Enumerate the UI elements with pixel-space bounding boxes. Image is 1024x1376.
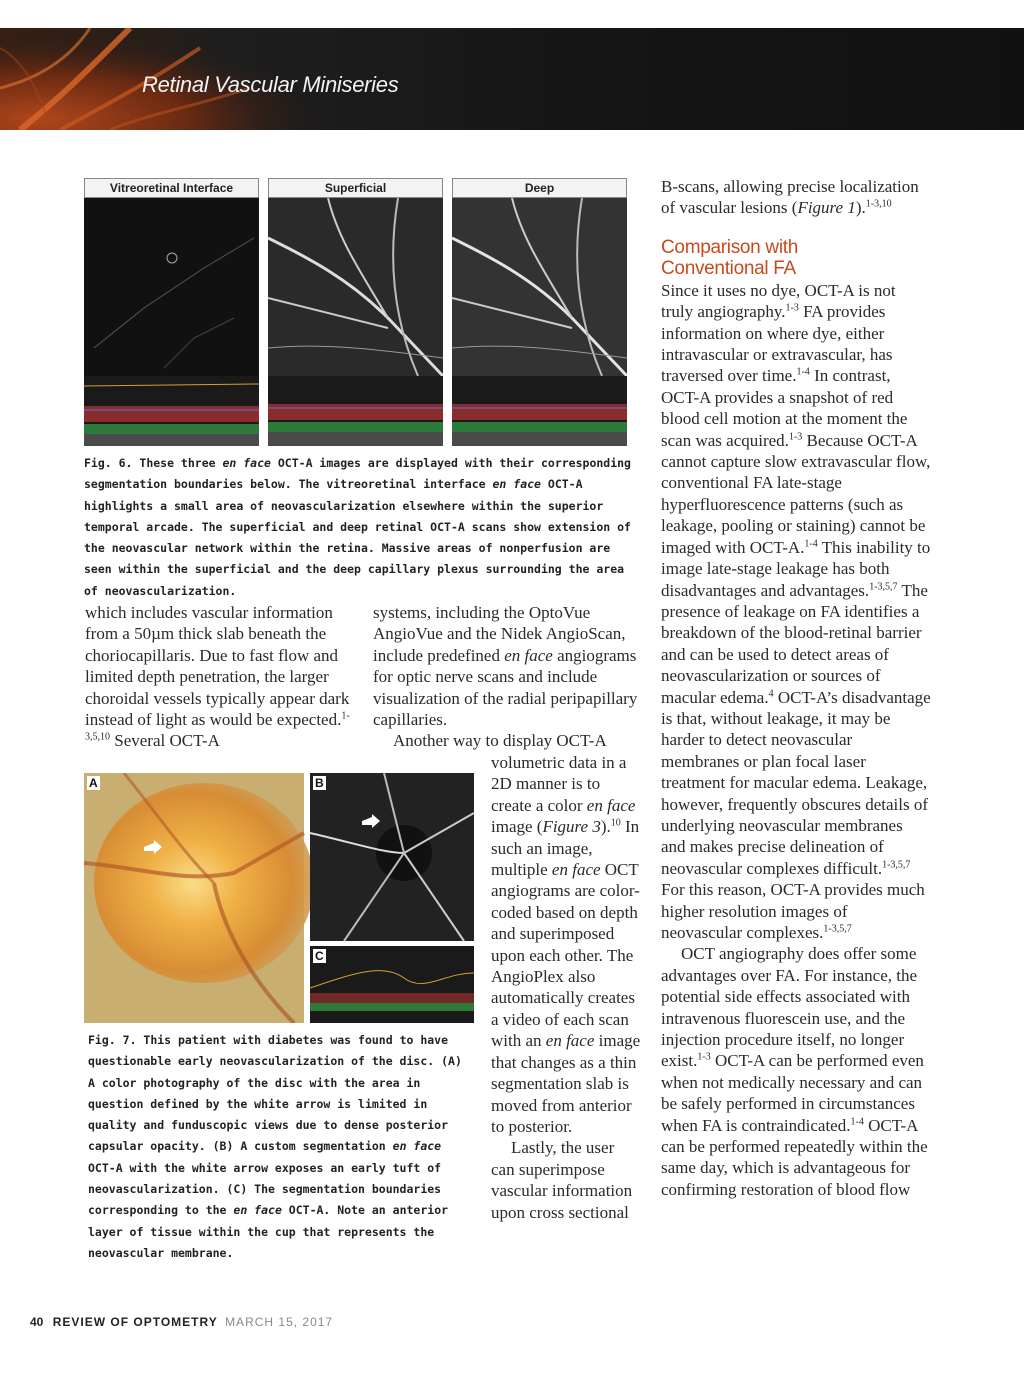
body-column-3 (661, 176, 931, 1200)
page-number: 40 (30, 1315, 44, 1329)
caption-label: Fig. 7. (88, 1033, 137, 1047)
body-column-2-narrow (491, 752, 641, 1223)
caption-label: Fig. 6. (84, 456, 133, 470)
paragraph-lead: Another way to display OCT-A (393, 731, 607, 751)
section-heading: Comparison with Conventional FA (661, 236, 798, 279)
text-run: For this reason, OCT-A provides much higher resolution images of neovascular complexes. (661, 880, 925, 942)
figure-6 (84, 178, 644, 446)
figure-6-caption: Fig. 6. These three en face OCT-A images are displayed with their corresponding segmentation boundaries below. The vitreoretinal interface en face OCT-A highlights a small area of neovascularization elsewhere within the superior temporal arcade. The superficial and deep retinal OCT-A scans show extension of the neovascular network within the retina. Massive areas of nonperfusion are seen within the superficial and the deep capillary plexus surrounding the area of neovascularization. (84, 456, 631, 598)
paragraph (661, 280, 931, 944)
paragraph: Lastly, the user can superimpose vascular information upon cross sectional (491, 1138, 633, 1222)
panel-label: Superficial (268, 178, 443, 198)
reference-superscript: 4 (768, 687, 774, 699)
issue-date: MARCH 15, 2017 (225, 1315, 334, 1329)
figure-7-images (84, 773, 474, 1023)
reference-superscript: 1-4 (796, 366, 810, 378)
figure-7-label-a: A (89, 776, 98, 790)
paragraph (661, 943, 931, 1200)
text-run: Since it uses no dye, OCT-A is not truly angiography. (661, 280, 896, 322)
text-run: Because OCT-A cannot capture slow extravascular flow, conventional FA late-stage hyperfluorescence patterns (such as leakage, pooling or staining) cannot be imaged with OCT-A. (661, 430, 931, 557)
reference-superscript: 1-4 (804, 538, 818, 550)
page-footer (30, 1315, 333, 1329)
reference-superscript: 1-3 (785, 302, 799, 314)
text-run: OCT angiography does offer some advantages over FA. For instance, the potential side effects associated with intravenous fluorescein use, and the injection procedure itself, no longer exist. (661, 944, 918, 1071)
text-run: This inability to image late-stage leakage has both disadvantages and advantages. (661, 537, 931, 600)
reference-superscript: 1-4 (850, 1116, 864, 1127)
figure-7 (84, 773, 474, 1023)
body-column-2-top (373, 602, 645, 752)
paragraph: which includes vascular information from a 50µm thick slab beneath the choriocapillaris. Due to fast flow and limited depth penetration, the larger choroidal vessels typically appear dark instead of light as would be expected.$^{1-3,5,10}$ Several OCT-A (85, 603, 350, 751)
paragraph: volumetric data in a 2D manner is to create a color en face image (Figure 3).$^{10}$ In such an image, multiple en face OCT angiograms are color-coded based on depth and superimposed upon each other. The AngioPlex also automatically creates a video of each scan with an en face image that changes as a thin segmentation slab is moved from anterior to posterior. (491, 753, 641, 1136)
text-run: In contrast, OCT-A provides a snapshot of red blood cell motion at the moment the scan was acquired. (661, 366, 908, 450)
oct-angiogram-image (452, 198, 627, 466)
figure-7-label-c: C (315, 949, 324, 963)
oct-angiogram-image (84, 198, 259, 466)
text-run: OCT-A can be performed repeatedly within the same day, which is advantageous for confirming restoration of blood flow (661, 1115, 928, 1199)
panel-label: Deep (452, 178, 627, 198)
text-run: FA provides information on where dye, either intravascular or extravascular, has traversed over time. (661, 302, 893, 386)
figure-6-panel-vitreoretinal (84, 178, 259, 446)
figure-7-caption: Fig. 7. This patient with diabetes was found to have questionable early neovascularization of the disc. (A) A color photography of the disc with the area in question defined by the white arrow is limited in quality and funduscopic views due to dense posterior capsular opacity. (B) A custom segmentation en face OCT-A with the white arrow exposes an early tuft of neovascularization. (C) The segmentation boundaries corresponding to the en face OCT-A. Note an anterior layer of tissue within the cup that represents the neovascular membrane. (88, 1033, 462, 1260)
text-run: The presence of leakage on FA identifies a breakdown of the blood-retinal barrier and can be used to detect areas of neovascularization or sources of macular edema. (661, 580, 928, 707)
text-run: OCT-A’s disadvantage is that, without leakage, it may be harder to detect neovascular membranes or plan focal laser treatment for macular edema. Leakage, however, frequently obscures details of underlying neovascular membranes and makes precise delineation of neovascular complexes difficult. (661, 687, 931, 878)
reference-superscript: 1-3 (697, 1051, 711, 1063)
figure-6-panel-superficial (268, 178, 443, 446)
paragraph: systems, including the OptoVue AngioVue and the Nidek AngioScan, include predefined en face angiograms for optic nerve scans and include visualization of the radial peripapillary capillaries. (373, 603, 638, 730)
oct-angiogram-image (268, 198, 443, 466)
figure-7-label-b: B (315, 776, 324, 790)
reference-superscript: 1-3,5,7 (869, 580, 898, 592)
reference-superscript: 1-3,5,7 (882, 859, 911, 871)
reference-superscript: 1-3 (788, 431, 803, 442)
paragraph: B-scans, allowing precise localization of vascular lesions (Figure 1).$^{1-3,10}$ (661, 177, 919, 218)
text-run: OCT-A can be performed even when not medically necessary and can be safely performed in circumstances when FA is contraindicated. (661, 1051, 924, 1135)
figure-6-panel-deep (452, 178, 627, 446)
header-banner (0, 28, 1024, 130)
reference-superscript: 1-3,5,7 (823, 923, 852, 935)
banner-title: Retinal Vascular Miniseries (142, 72, 399, 97)
body-column-1 (85, 602, 355, 752)
magazine-name: REVIEW OF OPTOMETRY (52, 1315, 218, 1329)
panel-label: Vitreoretinal Interface (84, 178, 259, 198)
